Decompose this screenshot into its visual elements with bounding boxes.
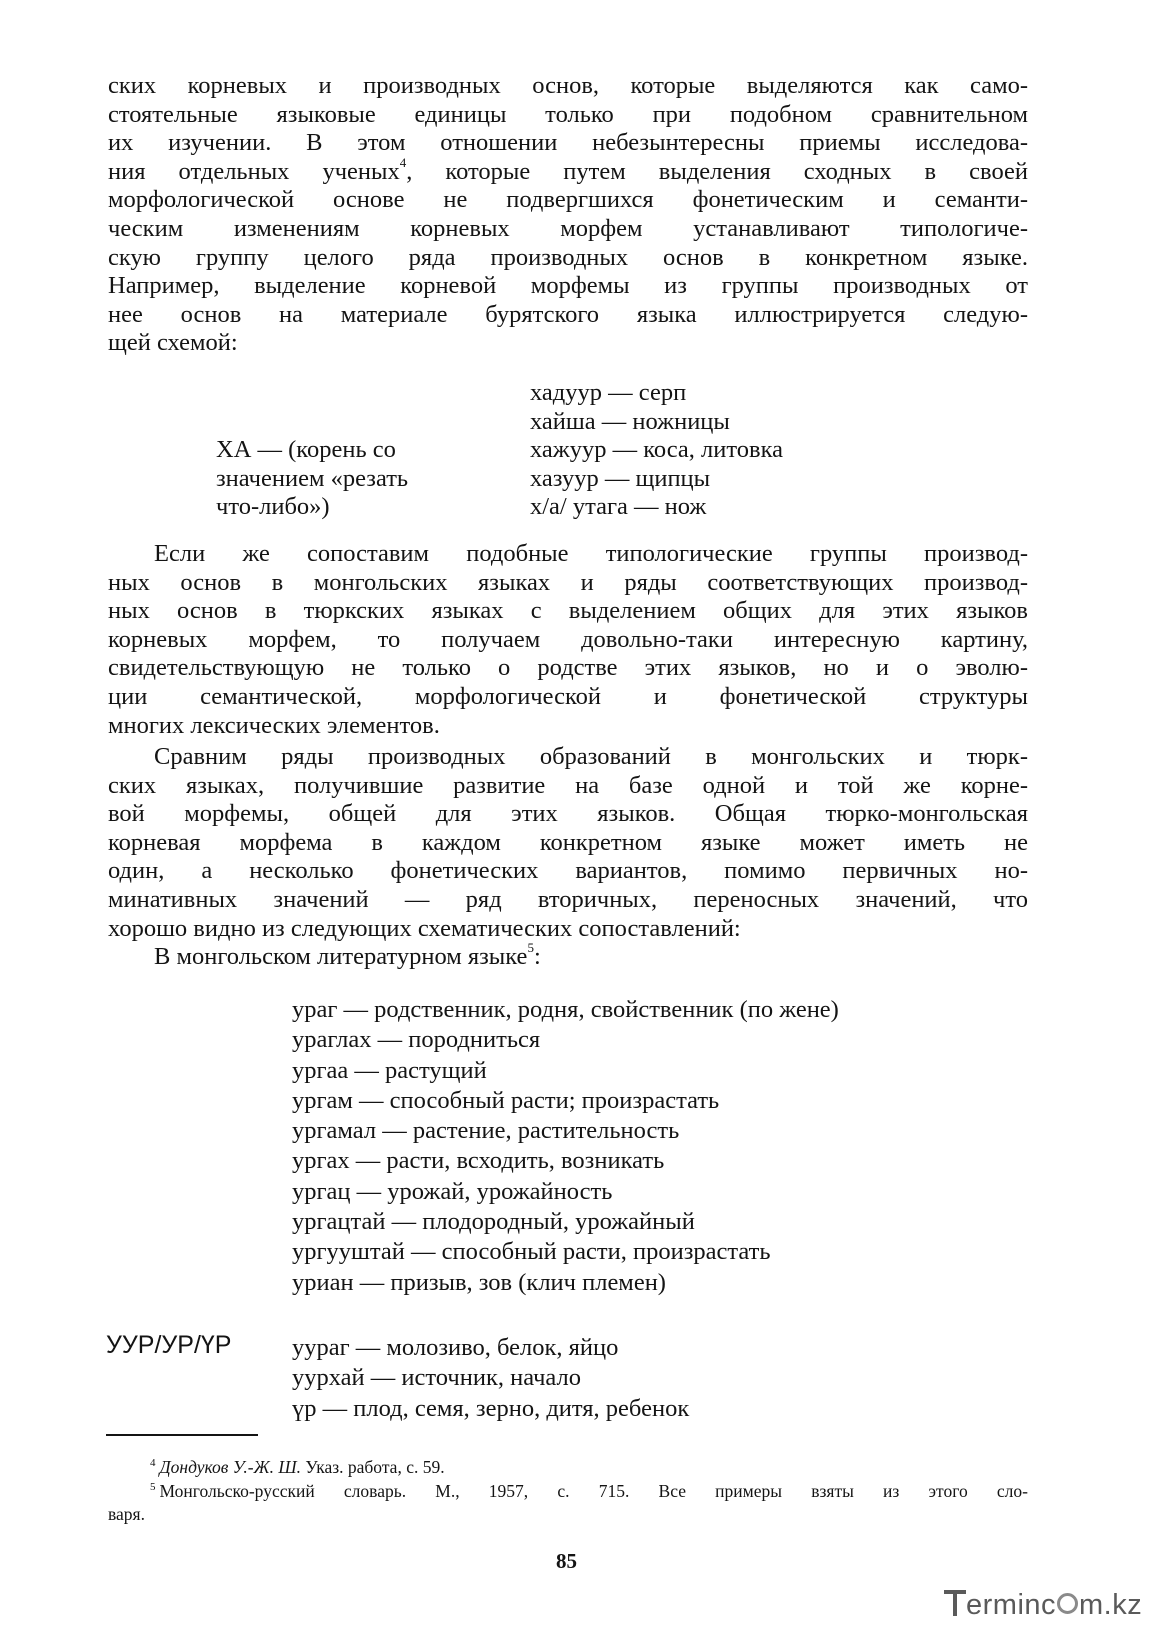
footnote-number: 4 xyxy=(150,1457,156,1469)
text-line: корневых морфем, то получаем довольно-таки интересную картину, xyxy=(108,625,1028,653)
text-line: ных основ в тюркских языках с выделением общих для этих языков xyxy=(108,597,1028,625)
text-line: Сравним ряды производных образований в монгольских и тюрк- xyxy=(154,743,1028,770)
footnote-4 xyxy=(150,1456,445,1478)
footnote-text: Монгольско-русский словарь. М., 1957, с. 715. Все примеры взяты из этого сло- xyxy=(159,1481,1028,1501)
list-item: ураг — родственник, родня, свойственник (по жене) xyxy=(292,996,839,1023)
list-item: ургах — расти, всходить, возникать xyxy=(292,1147,665,1175)
list-item: уурхай — источник, начало xyxy=(292,1364,581,1392)
scheme-derivative: хажуур — коса, литовка xyxy=(530,436,783,463)
text-line: ских корневых и производных основ, которые выделяются как само- xyxy=(108,72,1028,99)
uur-word-list xyxy=(292,1333,689,1424)
text-line: Если же сопоставим подобные типологические группы производ- xyxy=(154,540,1028,567)
scheme-root-line: что-либо») xyxy=(216,493,330,520)
list-item: уураг — молозиво, белок, яйцо xyxy=(292,1334,619,1361)
text-line: нее основ на материале бурятского языка иллюстрируется следую- xyxy=(108,300,1028,328)
scheme-root xyxy=(216,436,408,522)
text-line: скую группу целого ряда производных основ в конкретном языке. xyxy=(108,243,1028,271)
text-line: стоятельные языковые единицы только при подобном сравнительном xyxy=(108,100,1028,128)
text-line: свидетельствующую не только о родстве этих языков, но и о эволю- xyxy=(108,654,1028,682)
text-line: ции семантической, морфологической и фонетической структуры xyxy=(108,682,1028,710)
logo-circle-icon xyxy=(1057,1593,1078,1614)
list-item: ургамал — растение, растительность xyxy=(292,1117,680,1145)
list-item: ургууштай — способный расти, произрастать xyxy=(292,1238,771,1266)
scheme-derivative: хадуур — серп xyxy=(530,379,687,406)
uur-root-morpheme: УУР/УР/ҮР xyxy=(106,1331,232,1359)
text-line: многих лексических элементов. xyxy=(108,711,440,739)
text-line: вой морфемы, общей для этих языков. Общая тюрко-монгольская xyxy=(108,800,1028,828)
text-line: хорошо видно из следующих схематических сопоставлений: xyxy=(108,914,741,942)
text-line: их изучении. В этом отношении небезынтересны приемы исследова- xyxy=(108,129,1028,157)
text-line: щей схемой: xyxy=(108,329,238,357)
footnote-number: 5 xyxy=(150,1481,156,1493)
list-item: ураглах — породниться xyxy=(292,1026,541,1054)
scheme-derivative: хазуур — щипцы xyxy=(530,464,711,492)
paragraph-2 xyxy=(108,540,1028,740)
footnote-5-continuation: варя. xyxy=(108,1504,145,1524)
text-line: Например, выделение корневой морфемы из группы производных от xyxy=(108,272,1028,300)
text-line: корневая морфема в каждом конкретном языке может иметь не xyxy=(108,828,1028,856)
list-item: ургацтай — плодородный, урожайный xyxy=(292,1208,695,1236)
text-line: минативных значений — ряд вторичных, переносных значений, что xyxy=(108,885,1028,913)
list-item: ургам — способный расти; произрастать xyxy=(292,1086,720,1114)
text-line: один, а несколько фонетических вариантов, помимо первичных но- xyxy=(108,857,1028,885)
list-item: үр — плод, семя, зерно, дитя, ребенок xyxy=(292,1394,690,1422)
scheme-derivatives xyxy=(530,379,783,522)
scheme-root-line: значением «резать xyxy=(216,464,409,492)
text-line: ских языках, получившие развитие на базе одной и той же корне- xyxy=(108,771,1028,799)
scheme-root-line: ХА — (корень со xyxy=(216,436,396,463)
text-line: ческим изменениям корневых морфем устанавливают типологиче- xyxy=(108,214,1028,242)
paragraph-1 xyxy=(108,72,1028,358)
logo-t-mark-icon xyxy=(944,1588,966,1618)
text-line: ных основ в монгольских языках и ряды соответствующих производ- xyxy=(108,568,1028,596)
text-line: В монгольском литературном языке$^5$: xyxy=(154,940,541,971)
mongolian-intro: В монгольском литературном языке xyxy=(154,943,528,971)
termincom-logo: erminc m.kz xyxy=(944,1588,1144,1628)
footnote-mark-4: 4 xyxy=(399,154,407,170)
text-line-end: , которые путем выделения сходных в своей xyxy=(406,157,1028,185)
list-item: ургаа — растущий xyxy=(292,1056,487,1084)
list-item: ургац — урожай, урожайность xyxy=(292,1177,613,1205)
mongolian-word-list xyxy=(292,995,839,1298)
scheme-derivative: х/а/ утага — нож xyxy=(530,493,707,520)
text-line: морфологической основе не подвергшихся фонетическим и семанти- xyxy=(108,186,1028,214)
text-line xyxy=(108,154,1028,187)
footnote-divider xyxy=(106,1434,258,1436)
text-line-start: ния отдельных ученых xyxy=(108,157,400,185)
footnote-mark-5: 5 xyxy=(527,940,534,956)
footnote-text: Указ. работа, с. 59. xyxy=(300,1457,445,1477)
scheme-derivative: хайша — ножницы xyxy=(530,407,730,435)
footnote-author: Дондуков У.-Ж. Ш. xyxy=(159,1457,301,1477)
footnote-5 xyxy=(150,1480,1028,1502)
page-number: 85 xyxy=(556,1549,577,1573)
paragraph-3 xyxy=(108,743,1028,972)
list-item: уриан — призыв, зов (клич племен) xyxy=(292,1268,666,1296)
